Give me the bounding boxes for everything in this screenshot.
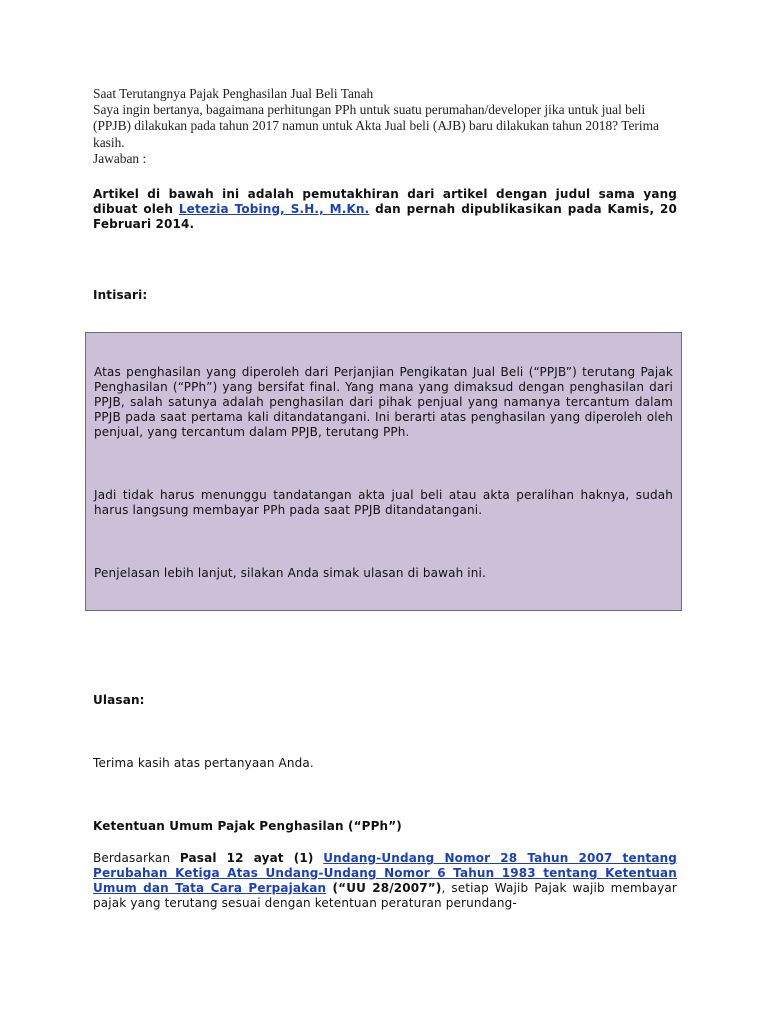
law-link[interactable]: Undang-Undang Nomor 28 Tahun 2007 tentang Perubahan Ketiga Atas Undang-Undang Nomor 6 Tahun 1983 tentang Ketentuan Umum dan Tata Cara Perpajakan [93, 851, 677, 896]
update-note-after: dan pernah dipublikasikan pada Kamis, 20 Februari 2014. [93, 202, 677, 232]
ulasan-heading: Ulasan: [93, 693, 145, 708]
law-paragraph [93, 851, 677, 911]
author-link[interactable]: Letezia Tobing, S.H., M.Kn. [178, 202, 370, 217]
update-note [93, 187, 677, 232]
answer-label: Jawaban : [93, 150, 147, 166]
law-abbreviation: (“UU 28/2007”) [326, 881, 442, 896]
law-paragraph-rest: , setiap Wajib Pajak wajib membayar pajak yang terutang sesuai dengan ketentuan peraturan perundang- [93, 881, 677, 911]
pasal-reference: Pasal 12 ayat (1) [179, 851, 314, 866]
document-page [93, 86, 677, 911]
question-body: Saya ingin bertanya, bagaimana perhitungan PPh untuk suatu perumahan/developer jika untuk jual beli (PPJB) dilakukan pada tahun 2017 namun untuk Akta Jual beli (AJB) baru dilakukan tahun 2018? Terima kasih. [93, 102, 659, 150]
law-paragraph-space [314, 851, 324, 865]
law-paragraph-lead: Berdasarkan [93, 851, 180, 866]
intisari-heading: Intisari: [93, 288, 148, 303]
question-title: Saat Terutangnya Pajak Penghasilan Jual Beli Tanah [93, 86, 374, 101]
summary-paragraph-3: Penjelasan lebih lanjut, silakan Anda simak ulasan di bawah ini. [94, 566, 486, 581]
summary-paragraph-2: Jadi tidak harus menunggu tandatangan akta jual beli atau akta peralihan haknya, sudah harus langsung membayar PPh pada saat PPJB ditandatangani. [94, 488, 673, 518]
update-note-before: Artikel di bawah ini adalah pemutakhiran dari artikel dengan judul sama yang dibuat oleh [93, 187, 677, 217]
summary-box [85, 332, 682, 611]
summary-paragraph-1: Atas penghasilan yang diperoleh dari Perjanjian Pengikatan Jual Beli (“PPJB”) terutang Pajak Penghasilan (“PPh”) yang bersifat final. Yang mana yang dimaksud dengan penghasilan dari PPJB, salah satunya adalah penghasilan dari pihak penjual yang namanya tercantum dalam PPJB pada saat pertama kali ditandatangani. Ini berarti atas penghasilan yang diperoleh oleh penjual, yang tercantum dalam PPJB, terutang PPh. [94, 365, 673, 440]
thanks-text: Terima kasih atas pertanyaan Anda. [93, 756, 314, 771]
section-heading: Ketentuan Umum Pajak Penghasilan (“PPh”) [93, 819, 402, 834]
